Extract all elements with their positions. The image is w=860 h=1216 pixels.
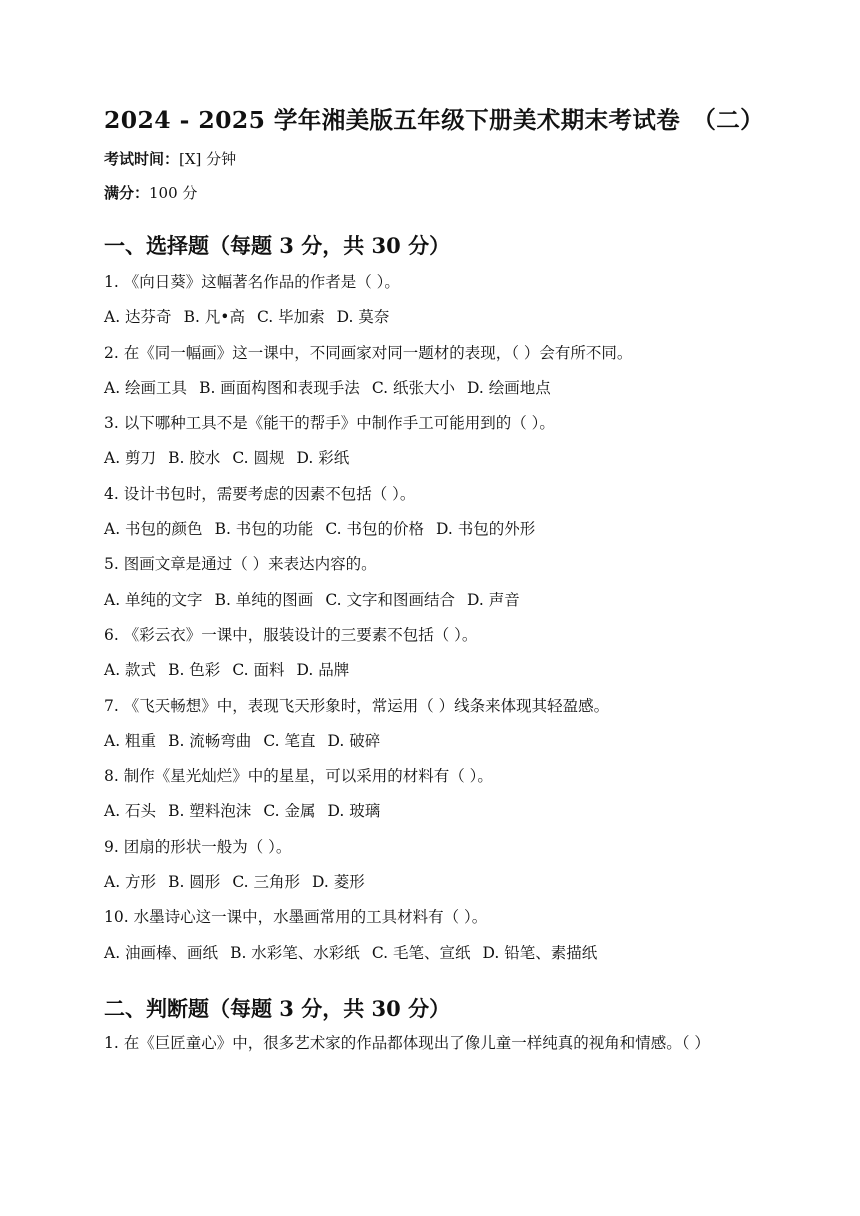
- option-a: A. 粗重: [104, 731, 157, 750]
- option-b: B. 单纯的图画: [214, 590, 314, 609]
- option-a: A. 单纯的文字: [104, 590, 203, 609]
- option-a: A. 绘画工具: [104, 378, 188, 397]
- option-c: C. 书包的价格: [325, 520, 424, 539]
- exam-time-label: 考试时间：: [104, 150, 180, 168]
- option-d: D. 铅笔、素描纸: [482, 943, 598, 962]
- option-b: B. 圆形: [168, 873, 221, 892]
- option-d: D. 菱形: [311, 873, 365, 892]
- question-text: 2. 在《同一幅画》这一课中，不同画家对同一题材的表现，（ ）会有所不同。: [104, 343, 633, 362]
- question-options: [104, 794, 764, 829]
- option-a: A. 方形: [104, 873, 157, 892]
- question-text: 9. 团扇的形状一般为（ ）。: [104, 837, 292, 856]
- option-d: D. 玻璃: [327, 802, 381, 821]
- section-title-choice: 一、选择题（每题 3 分，共 30 分）: [104, 233, 451, 258]
- exam-score-label: 满分：: [104, 184, 150, 202]
- option-b: B. 胶水: [168, 449, 221, 468]
- question-options: [104, 583, 764, 618]
- exam-page: [104, 100, 764, 1058]
- question-text: 10. 水墨诗心这一课中，水墨画常用的工具材料有（ ）。: [104, 908, 488, 927]
- option-b: B. 凡•高: [183, 308, 245, 327]
- option-d: D. 书包的外形: [435, 520, 536, 539]
- option-c: C. 毕加索: [256, 308, 325, 327]
- question-text: 7. 《飞天畅想》中，表现飞天形象时，常运用（ ）线条来体现其轻盈感。: [104, 696, 610, 715]
- question-text: 5. 图画文章是通过（ ）来表达内容的。: [104, 555, 377, 574]
- question-options: [104, 441, 764, 476]
- option-d: D. 品牌: [296, 661, 350, 680]
- question-options: [104, 653, 764, 688]
- question-text: 4. 设计书包时，需要考虑的因素不包括（ ）。: [104, 484, 416, 503]
- question-options: [104, 724, 764, 759]
- option-a: A. 达芬奇: [104, 308, 172, 327]
- exam-score-value: 100 分: [149, 184, 198, 202]
- option-c: C. 面料: [232, 661, 285, 680]
- exam-time: [104, 142, 764, 176]
- option-a: A. 油画棒、画纸: [104, 943, 219, 962]
- option-a: A. 书包的颜色: [104, 520, 203, 539]
- question-text: 6. 《彩云衣》一课中，服装设计的三要素不包括（ ）。: [104, 625, 478, 644]
- option-b: B. 塑料泡沫: [168, 802, 252, 821]
- question-options: [104, 371, 764, 406]
- question-options: [104, 300, 764, 335]
- option-b: B. 流畅弯曲: [168, 731, 252, 750]
- question-text: 8. 制作《星光灿烂》中的星星，可以采用的材料有（ ）。: [104, 767, 493, 786]
- option-b: B. 书包的功能: [214, 520, 314, 539]
- choice-questions: [104, 265, 764, 971]
- option-d: D. 彩纸: [296, 449, 350, 468]
- exam-score: [104, 176, 764, 210]
- option-b: B. 水彩笔、水彩纸: [230, 943, 360, 962]
- section-title-judge: 二、判断题（每题 3 分，共 30 分）: [104, 995, 451, 1021]
- question-text: 1. 在《巨匠童心》中，很多艺术家的作品都体现出了像儿童一样纯真的视角和情感。（ ）: [104, 1033, 710, 1052]
- option-a: A. 款式: [104, 661, 157, 680]
- option-c: C. 金属: [263, 802, 316, 821]
- option-b: B. 色彩: [168, 661, 221, 680]
- option-a: A. 剪刀: [104, 449, 157, 468]
- option-b: B. 画面构图和表现手法: [199, 378, 360, 397]
- question-options: [104, 865, 764, 900]
- option-d: D. 莫奈: [336, 308, 390, 327]
- option-c: C. 纸张大小: [371, 378, 455, 397]
- question-options: [104, 512, 764, 547]
- option-d: D. 绘画地点: [466, 378, 551, 397]
- exam-time-value: [X] 分钟: [179, 150, 237, 168]
- option-a: A. 石头: [104, 802, 157, 821]
- question-options: [104, 936, 764, 971]
- option-d: D. 声音: [466, 590, 520, 609]
- option-c: C. 文字和图画结合: [325, 590, 455, 609]
- question-text: 3. 以下哪种工具不是《能干的帮手》中制作手工可能用到的（ ）。: [104, 414, 555, 433]
- option-c: C. 圆规: [232, 449, 285, 468]
- option-c: C. 笔直: [263, 731, 316, 750]
- exam-title: 2024 - 2025 学年湘美版五年级下册美术期末考试卷 （二）: [104, 106, 765, 134]
- option-c: C. 毛笔、宣纸: [371, 943, 471, 962]
- option-d: D. 破碎: [327, 731, 381, 750]
- option-c: C. 三角形: [232, 873, 300, 892]
- question-text: 1. 《向日葵》这幅著名作品的作者是（ ）。: [104, 273, 400, 291]
